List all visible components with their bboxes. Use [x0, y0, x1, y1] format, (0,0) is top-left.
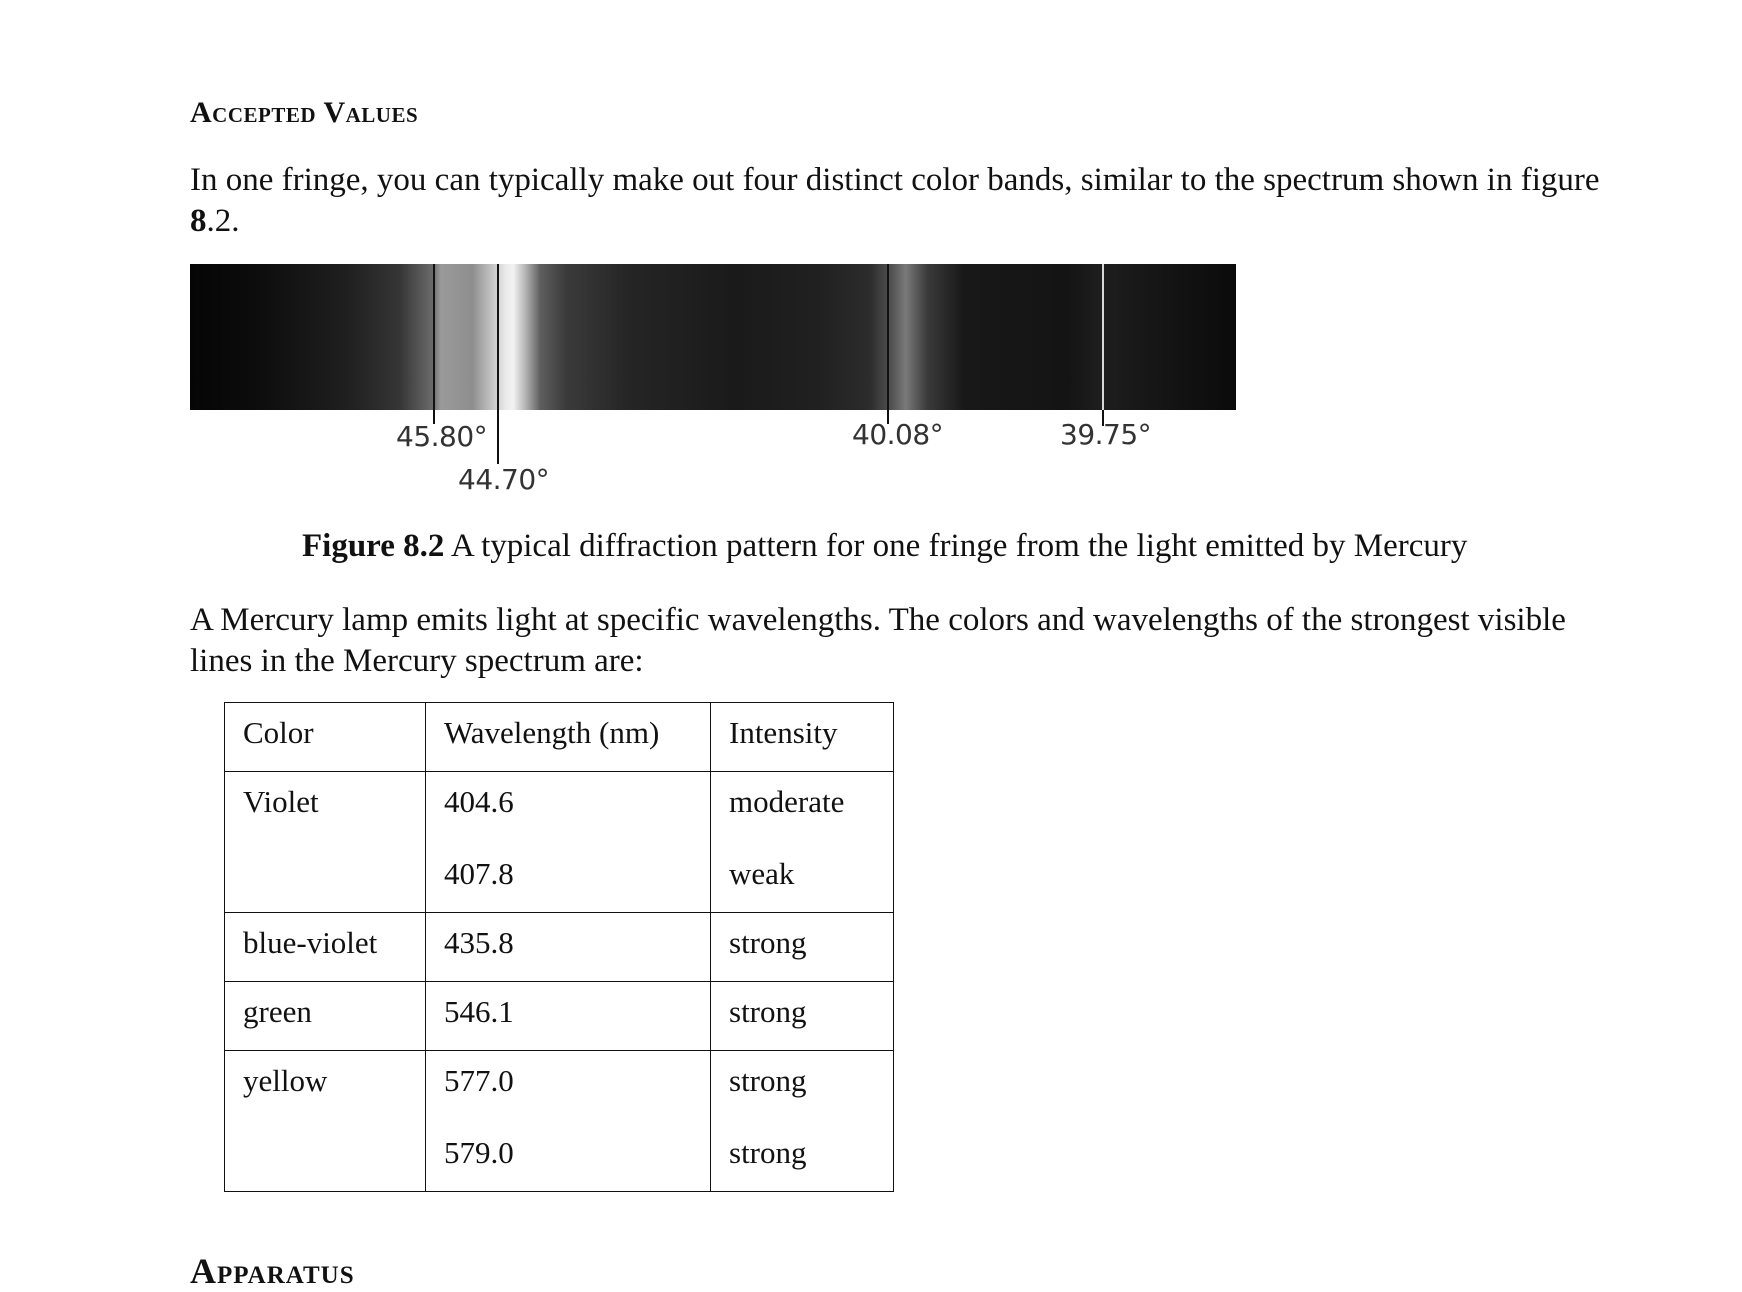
- header-cell-color: Color: [225, 703, 426, 772]
- table-header-row: [225, 703, 894, 772]
- intro-paragraph: [190, 160, 1630, 242]
- mercury-spectrum-image: [190, 264, 1236, 410]
- wavelength-cell: 546.1: [426, 982, 711, 1051]
- section-heading: Accepted Values: [190, 96, 419, 129]
- marker-line-40-08: [887, 264, 889, 424]
- intro-text: In one fringe, you can typically make out four distinct color bands, similar to the spectrum shown in figure: [190, 162, 1600, 198]
- angle-label-40-08: 40.08°: [852, 418, 944, 451]
- header-cell-intensity: Intensity: [711, 703, 894, 772]
- angle-label-39-75: 39.75°: [1060, 418, 1152, 451]
- color-cell: blue-violet: [225, 913, 426, 982]
- figure-caption-label: Figure 8: [302, 528, 420, 564]
- figure-caption-text: A typical diffraction pattern for one fringe from the light emitted by Mercury: [444, 528, 1468, 564]
- angle-label-44-70: 44.70°: [458, 463, 550, 496]
- next-section-heading: Apparatus: [190, 1251, 355, 1291]
- figure-ref-tail: .2.: [206, 203, 240, 239]
- mercury-paragraph: A Mercury lamp emits light at specific wavelengths. The colors and wavelengths of the strongest visible lines in the Mercury spectrum are:: [190, 602, 1566, 679]
- marker-line-44-70: [497, 264, 499, 464]
- intensity-cell: strong strong: [711, 1051, 894, 1192]
- header-cell-wavelength: Wavelength (nm): [426, 703, 711, 772]
- wavelength-cell: 577.0 579.0: [426, 1051, 711, 1192]
- table-row: [225, 1051, 894, 1192]
- figure-caption: [302, 528, 1467, 565]
- color-cell: green: [225, 982, 426, 1051]
- intensity-cell: strong: [711, 982, 894, 1051]
- wavelength-table: [224, 702, 894, 1192]
- table-row: [225, 982, 894, 1051]
- figure-ref-number: 8: [190, 203, 207, 239]
- figure-caption-label-tail: .2: [419, 528, 445, 564]
- color-cell: yellow: [225, 1051, 426, 1192]
- intensity-cell: moderate weak: [711, 772, 894, 913]
- angle-label-45-80: 45.80°: [396, 420, 488, 453]
- marker-line-39-75: [1102, 264, 1104, 410]
- wavelength-cell: 435.8: [426, 913, 711, 982]
- wavelength-cell: 404.6 407.8: [426, 772, 711, 913]
- marker-line-45-80: [433, 264, 435, 424]
- table-row: [225, 772, 894, 913]
- table-row: [225, 913, 894, 982]
- color-cell: Violet: [225, 772, 426, 913]
- intensity-cell: strong: [711, 913, 894, 982]
